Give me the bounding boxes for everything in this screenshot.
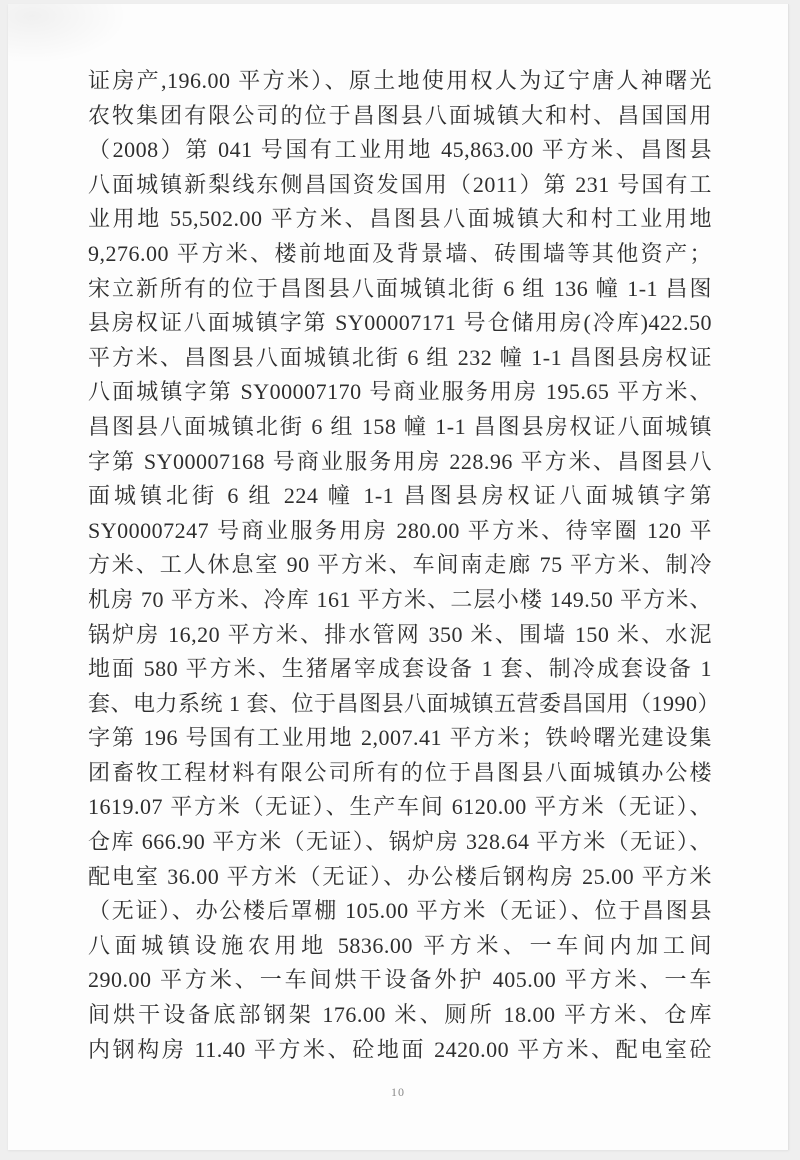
- text-line: 机房 70 平方米、冷库 161 平方米、二层小楼 149.50 平方米、: [88, 586, 712, 612]
- text-line: 1619.07 平方米（无证）、生产车间 6120.00 平方米（无证）、: [88, 794, 712, 820]
- text-line: 八面城镇字第 SY00007170 号商业服务用房 195.65 平方米、: [88, 379, 712, 405]
- text-line: 地面 580 平方米、生猪屠宰成套设备 1 套、制冷成套设备 1: [88, 656, 712, 682]
- text-line: 方米、工人休息室 90 平方米、车间南走廊 75 平方米、制冷: [88, 552, 712, 578]
- text-line: 八面城镇设施农用地 5836.00 平方米、一车间内加工间: [88, 932, 712, 958]
- text-line: 宋立新所有的位于昌图县八面城镇北街 6 组 136 幢 1-1 昌图: [88, 275, 712, 301]
- text-line: 平方米、昌图县八面城镇北街 6 组 232 幢 1-1 昌图县房权证: [88, 344, 712, 370]
- text-line: 间烘干设备底部钢架 176.00 米、厕所 18.00 平方米、仓库: [88, 1002, 712, 1028]
- text-line: 农牧集团有限公司的位于昌图县八面城镇大和村、昌国国用: [88, 102, 712, 128]
- text-line: 锅炉房 16,20 平方米、排水管网 350 米、围墙 150 米、水泥: [88, 621, 712, 647]
- text-line: 昌图县八面城镇北街 6 组 158 幢 1-1 昌图县房权证八面城镇: [88, 413, 712, 439]
- text-line: 字第 196 号国有工业用地 2,007.41 平方米；铁岭曙光建设集: [88, 725, 712, 751]
- document-page: [8, 4, 789, 1150]
- text-line: 团畜牧工程材料有限公司所有的位于昌图县八面城镇办公楼: [88, 759, 712, 785]
- text-line: 县房权证八面城镇字第 SY00007171 号仓储用房(冷库)422.50: [88, 310, 712, 336]
- text-line: 八面城镇新梨线东侧昌国资发国用（2011）第 231 号国有工: [88, 171, 712, 197]
- text-line: 证房产,196.00 平方米）、原土地使用权人为辽宁唐人神曙光: [88, 68, 712, 93]
- text-line: 配电室 36.00 平方米（无证）、办公楼后钢构房 25.00 平方米: [88, 863, 712, 889]
- text-line: SY00007247 号商业服务用房 280.00 平方米、待宰圈 120 平: [88, 517, 712, 543]
- document-body-text: [88, 64, 721, 1067]
- text-line: 业用地 55,502.00 平方米、昌图县八面城镇大和村工业用地: [88, 206, 712, 232]
- text-line: 290.00 平方米、一车间烘干设备外护 405.00 平方米、一车: [88, 967, 712, 993]
- text-line: 套、电力系统 1 套、位于昌图县八面城镇五营委昌国用（1990）: [88, 690, 721, 716]
- text-line: 面城镇北街 6 组 224 幢 1-1 昌图县房权证八面城镇字第: [88, 483, 712, 509]
- page-number: 10: [391, 1085, 405, 1099]
- text-line: 9,276.00 平方米、楼前地面及背景墙、砖围墙等其他资产；: [88, 240, 712, 266]
- text-line: 仓库 666.90 平方米（无证）、锅炉房 328.64 平方米（无证）、: [88, 829, 712, 855]
- text-line: （2008）第 041 号国有工业用地 45,863.00 平方米、昌图县: [88, 137, 712, 163]
- text-line: 内钢构房 11.40 平方米、砼地面 2420.00 平方米、配电室砼: [88, 1036, 712, 1062]
- text-line: （无证）、办公楼后罩棚 105.00 平方米（无证）、位于昌图县: [88, 898, 712, 924]
- text-line: 字第 SY00007168 号商业服务用房 228.96 平方米、昌图县八: [88, 448, 712, 474]
